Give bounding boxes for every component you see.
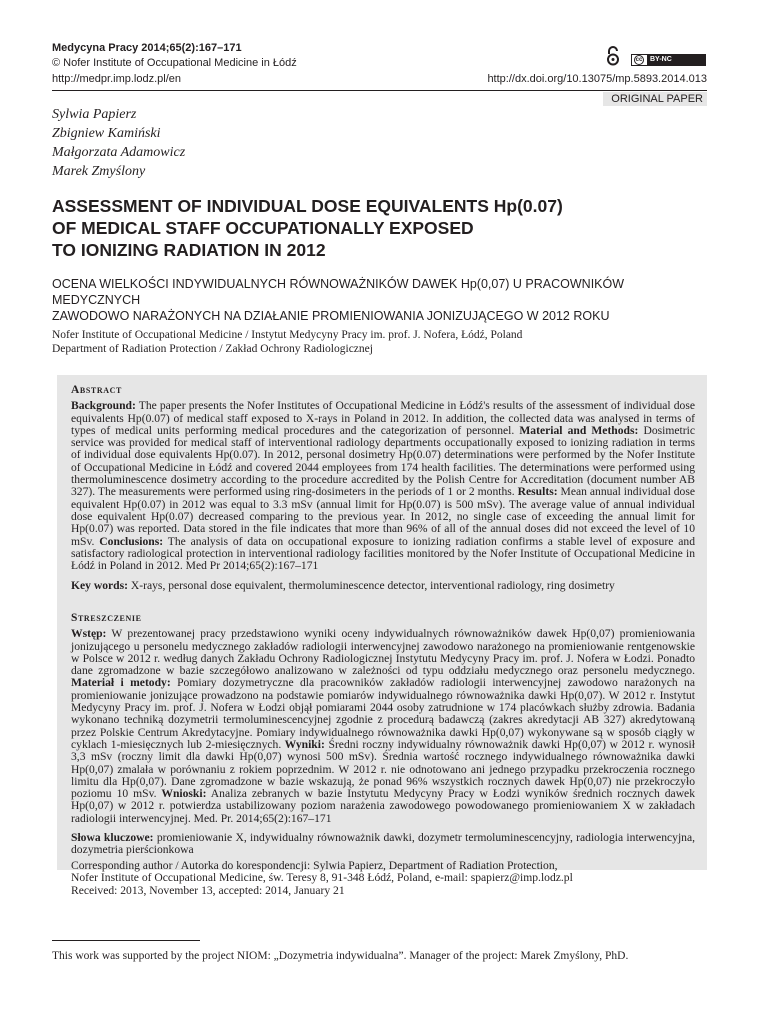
conclusions-text: The analysis of data on occupational exposure to ionizing radiation confirms a stable level of exposure and satisfactory radiological protection in interventional radiology facilities monitored by the Nofer Institute of Occupational Medicine in Łódź in Poland in 2012. Med Pr 2014;65(2):167–171 — [71, 534, 695, 573]
background-label: Background: — [71, 399, 136, 413]
wstep-text: W prezentowanej pracy przedstawiono wyniki oceny indywidualnych równoważników dawek Hp(0,07) promieniowania jonizującego u personelu medycznego zakładów radiologii interwencyjnej zawodowo narażonego na promieniowanie rentgenowskie w Polsce w 2012 r. według danych Zakładu Ochrony Radiologicznej Instytutu Medycyny Pracy im. prof. J. Nofera w Łodzi. Ponadto dane zgromadzone w bazie szczegółowo analizowano w zależności od typu oddziału medycznego oraz personelu medycznego. — [71, 627, 695, 678]
affiliation-line: Department of Radiation Protection / Zakład Ochrony Radiologicznej — [52, 343, 373, 355]
material-text: Pomiary dozymetryczne dla pracowników zakładów radiologii interwencyjnej zawodowo narażonych na promieniowanie jonizujące prowadzono na podstawie pomiarów indywidualnego równoważnika dawki Hp(0,07). W 2012 r. Instytut Medycyny Pracy im. prof. J. Nofera w Łodzi objął pomiarami 2044 osoby zatrudnione w 174 placówkach służby zdrowia. Badania wykonano techniką dozymetrii termoluminescencyjnej zgodnie z procedurą badawczą (zakres akredytacji AB 327) akredytowaną przez Polskie Centrum Akredytacyjne. Pomiary indywidualnego równoważnika dawki Hp(0,07) wykonywane są w sposób ciągły w cyklach 1-miesięcznych lub 2-miesięcznych. — [71, 676, 696, 751]
streszczenie-heading: Streszczenie — [71, 612, 142, 624]
slowa-label: Słowa kluczowe: — [71, 831, 154, 845]
abstract-section — [71, 384, 695, 593]
cc-license-badge[interactable] — [631, 54, 706, 66]
author-name: Zbigniew Kamiński — [52, 126, 161, 141]
results-label: Results: — [514, 485, 558, 499]
slowa-kluczowe — [71, 832, 695, 857]
article-title-polish — [52, 276, 702, 324]
abstract-body — [71, 400, 695, 572]
slowa-text: promieniowanie X, indywidualny równoważnik dawki, dozymetr termoluminescencyjny, radiologia interwencyjna, dozymetria pierścionkowa — [71, 831, 696, 857]
cc-icon: cc — [635, 57, 643, 63]
streszczenie-body — [71, 628, 695, 825]
received-dates: Received: 2013, November 13, accepted: 2014, January 21 — [71, 883, 345, 897]
affiliation-line: Nofer Institute of Occupational Medicine / Instytut Medycyny Pracy im. prof. J. Nofera, Łódź, Poland — [52, 329, 523, 341]
correspondence-line: Nofer Institute of Occupational Medicine, św. Teresy 8, 91-348 Łódź, Poland, e-mail: spapierz@imp.lodz.pl — [71, 871, 573, 885]
footnote-divider — [52, 940, 200, 941]
keywords-label: Key words: — [71, 579, 128, 593]
header-divider — [52, 90, 707, 91]
author-name: Małgorzata Adamowicz — [52, 145, 186, 160]
license-label: BY-NC — [647, 55, 705, 65]
material-label: Materiał i metody: — [71, 676, 171, 690]
correspondence-line: Corresponding author / Autorka do korespondencji: Sylwia Papierz, Department of Radiation Protection, — [71, 859, 558, 872]
copyright-notice: © Nofer Institute of Occupational Medicine in Łódź — [52, 57, 297, 69]
abstract-box — [57, 375, 707, 897]
methods-label: Material and Methods: — [514, 423, 639, 437]
title-pl-line: OCENA WIELKOŚCI INDYWIDUALNYCH RÓWNOWAŻNIKÓW DAWEK Hp(0,07) U PRACOWNIKÓW MEDYCZNYCH — [52, 277, 625, 307]
journal-citation: Medycyna Pracy 2014;65(2):167–171 — [52, 42, 242, 54]
journal-url-link[interactable]: http://medpr.imp.lodz.pl/en — [52, 73, 182, 85]
paper-type-label: ORIGINAL PAPER — [603, 92, 707, 106]
open-access-lock-icon — [606, 46, 620, 66]
wnioski-label: Wnioski: — [156, 787, 207, 801]
background-text: The paper presents the Nofer Institutes of Occupational Medicine in Łódź's results of the assessment of individual dose equivalents Hp(0.07) of medical staff exposed to X-rays in Poland in 2012. In addition, the collected data was analysed in terms of types of medical units performing medical procedures and the categorization of personnel. — [71, 399, 695, 437]
doi-link[interactable]: http://dx.doi.org/10.13075/mp.5893.2014.013 — [487, 73, 707, 85]
results-text: Mean annual individual dose equivalent Hp(0.07) in 2012 was equal to 3.3 mSv (annual limit for Hp(0.07) is 500 mSv). The average value of annual individual dose equivalent Hp(0.07) decreased comparing to the previous year. In 2012, no single case of exceeding the annual limit for Hp(0.07) was reported. Data stored in the file indicates that more than 96% of all of the annual doses did not exceed the level of 10 mSv. — [71, 485, 695, 548]
methods-text: Dosimetric service was provided for medical staff of interventional radiology departments occupationally exposed to ionizing radiation in terms of individual dose equivalents Hp(0.07). In 2012, personal dosimetry Hp(0.07) determinations were performed by the Nofer Institute of Occupational Medicine in Łódź and covered 2044 employees from 174 health facilities. The determinations were performed using thermoluminescence dosimetry according to the procedure accredited by the Polish Centre for Accreditation (document number AB 327). The measurements were performed using ring-dosimeters in the periods of 1 or 2 months. — [71, 423, 695, 499]
keywords-text: X-rays, personal dose equivalent, thermoluminescence detector, interventional radiology, ring dosimetry — [128, 579, 615, 593]
wstep-label: Wstęp: — [71, 627, 107, 641]
keywords — [71, 580, 695, 592]
affiliation — [52, 328, 522, 356]
streszczenie-section — [71, 612, 695, 857]
wyniki-text: Średni roczny indywidualny równoważnik dawki Hp(0,07) w 2012 r. wynosił 3,3 mSv (roczny limit dla dawki Hp(0,07) wynosi 500 mSv). Średnia wartość rocznego indywidualnego równoważnika dawki Hp(0,07) zmalała w porównaniu z rokiem poprzednim. W 2012 r. nie odnotowano ani jednego przypadku przekroczenia rocznego limitu dla Hp(0,07). Dane zgromadzone w bazie wskazują, że ponad 96% wszystkich rocznych dawek Hp(0,07) nie przekroczyło poziomu 10 mSv. — [71, 737, 695, 801]
wyniki-label: Wyniki: — [281, 737, 325, 751]
title-line: ASSESSMENT OF INDIVIDUAL DOSE EQUIVALENTS Hp(0.07) — [52, 196, 563, 216]
abstract-heading: Abstract — [71, 384, 122, 396]
title-line: TO IONIZING RADIATION IN 2012 — [52, 240, 326, 260]
wnioski-text: Analiza zebranych w bazie Instytutu Medycyny Pracy w Łodzi wyników średnich rocznych dawek Hp(0,07) w 2012 r. potwierdza ustabilizowany poziom narażenia zawodowego powodowanego promieniowaniem X w zakładach radiologii interwencyjnej. Med. Pr. 2014;65(2):167–171 — [71, 787, 696, 825]
author-name: Sylwia Papierz — [52, 107, 137, 122]
title-pl-line: ZAWODOWO NARAŻONYCH NA DZIAŁANIE PROMIENIOWANIA JONIZUJĄCEGO W 2012 ROKU — [52, 309, 610, 323]
author-name: Marek Zmyślony — [52, 164, 146, 179]
article-title — [52, 195, 672, 261]
conclusions-label: Conclusions: — [94, 534, 164, 548]
title-line: OF MEDICAL STAFF OCCUPATIONALLY EXPOSED — [52, 218, 474, 238]
correspondence — [71, 860, 695, 897]
author-list — [52, 105, 185, 181]
funding-footnote: This work was supported by the project NIOM: „Dozymetria indywidualna”. Manager of the project: Marek Zmyślony, PhD. — [52, 950, 629, 962]
